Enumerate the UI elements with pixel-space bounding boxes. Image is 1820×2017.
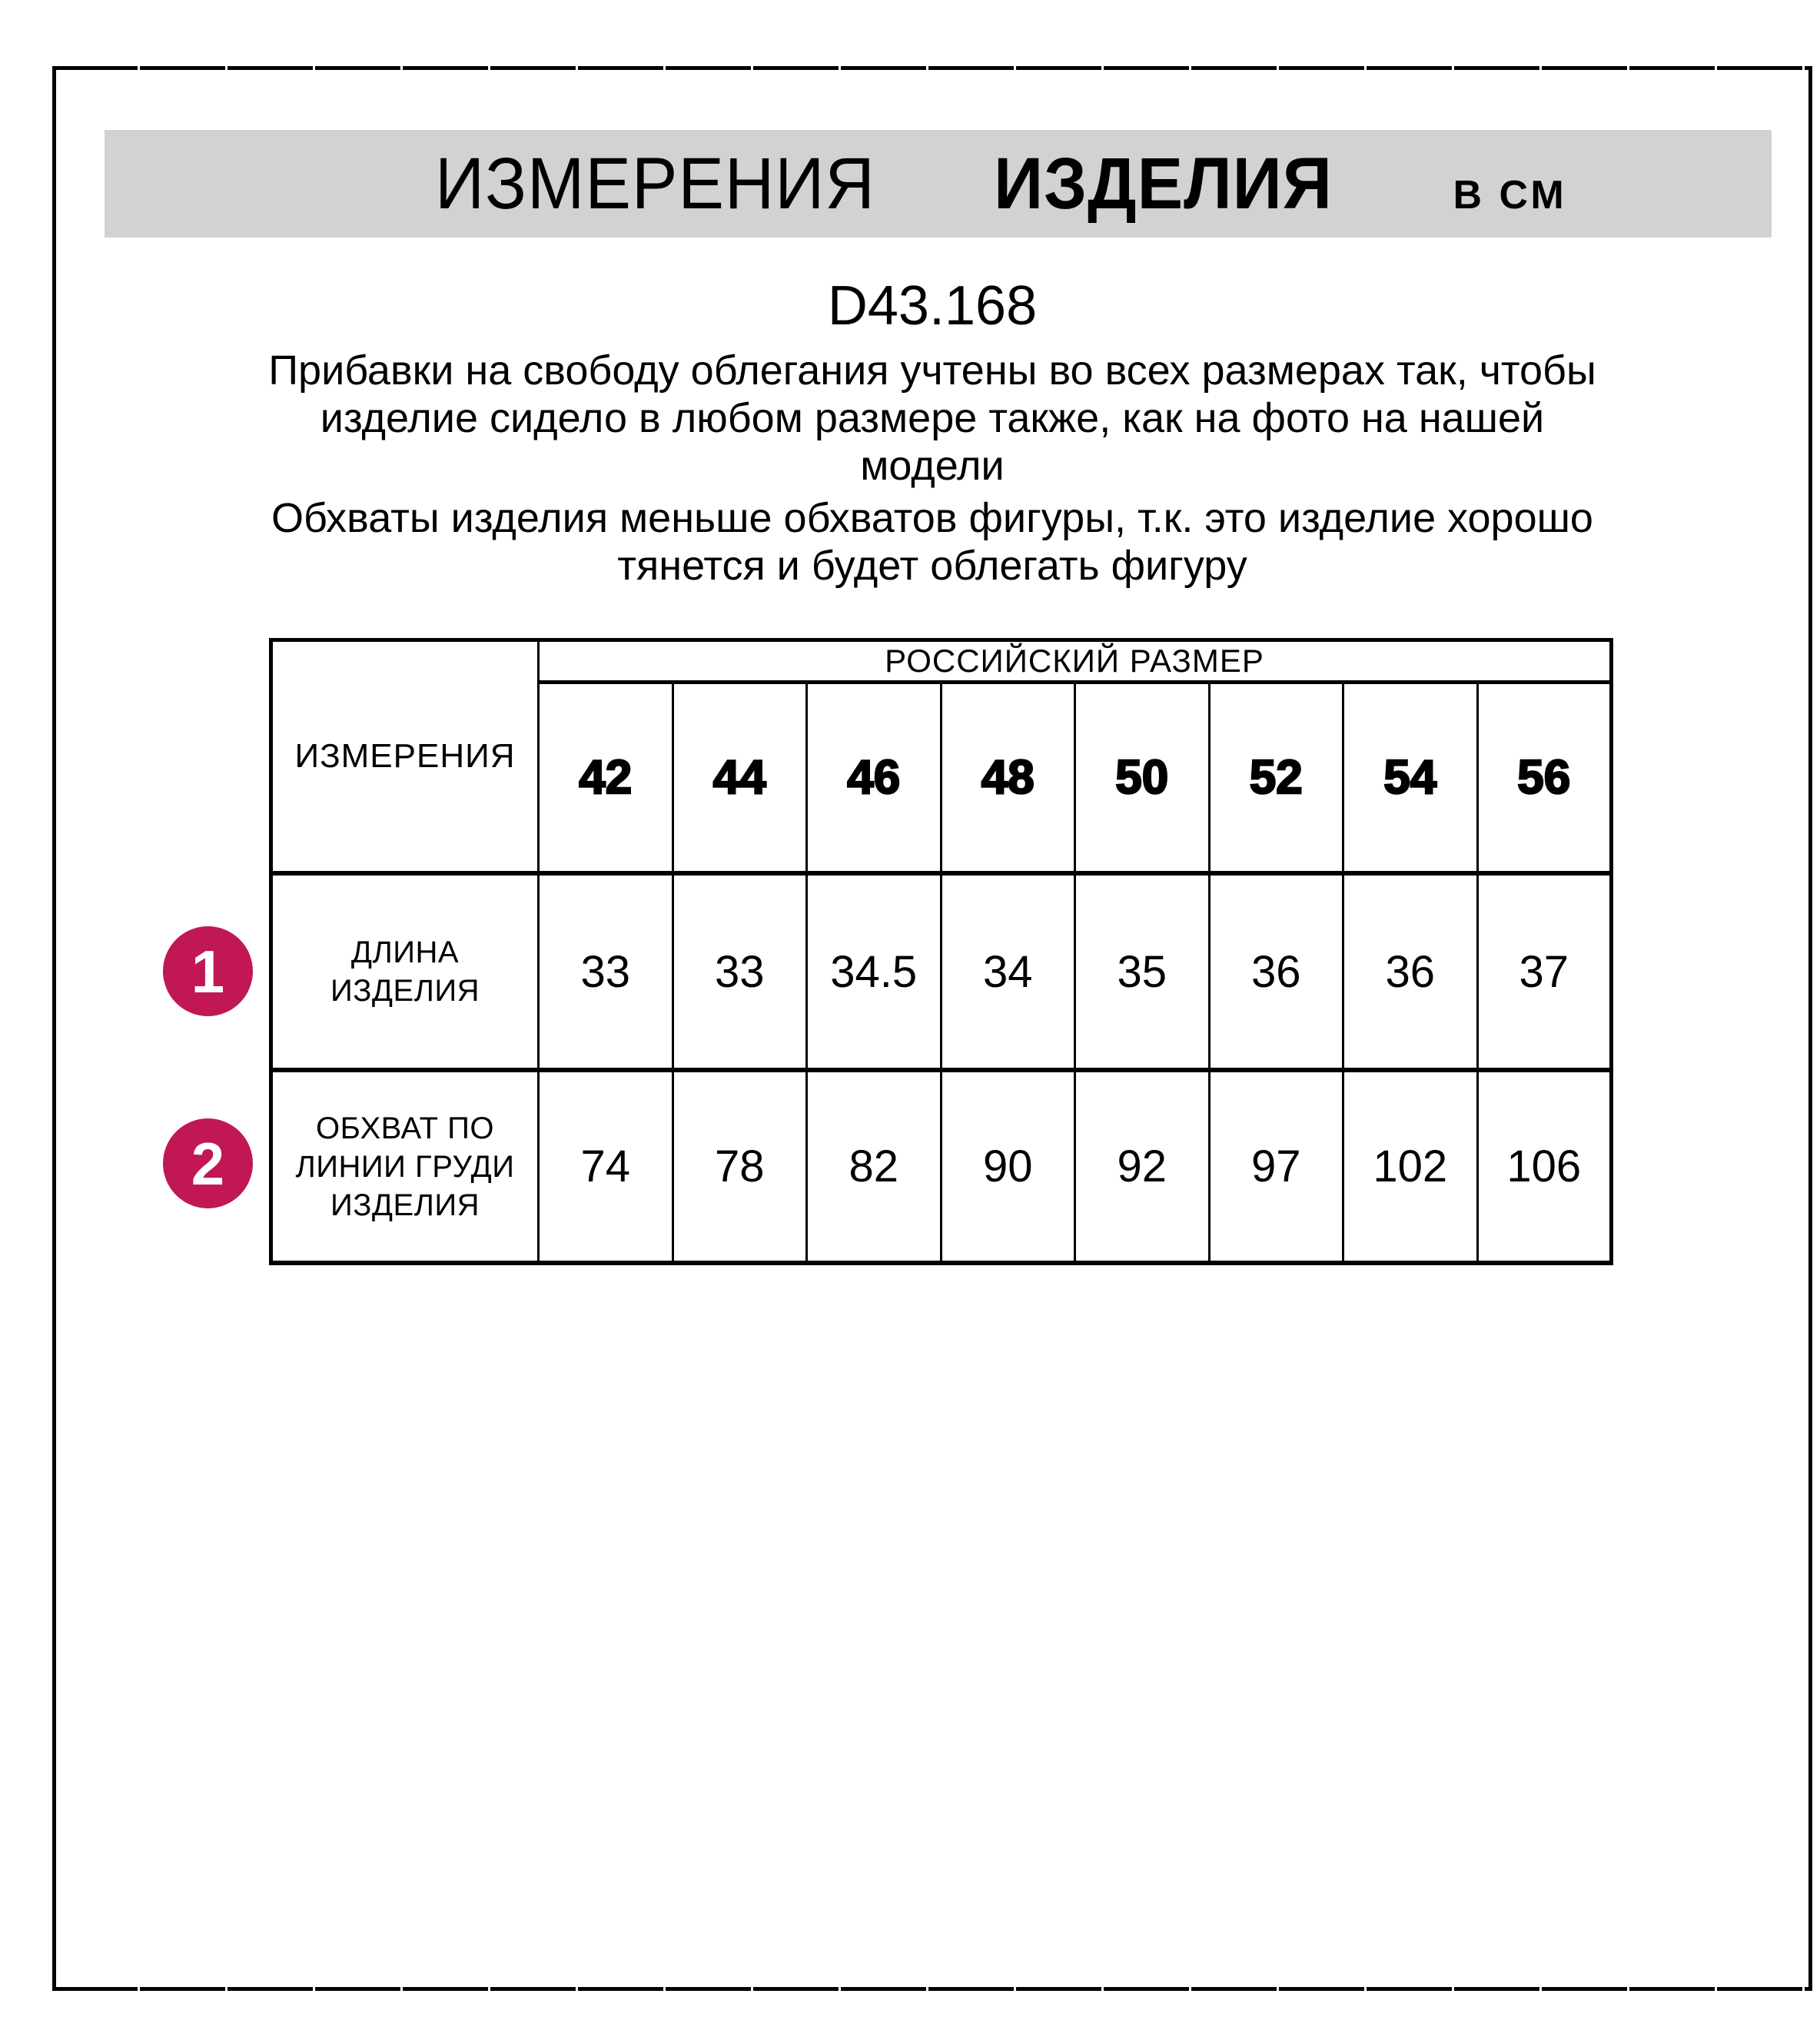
product-code: D43.168 (827, 275, 1038, 337)
title-unit-label: В СМ (1453, 173, 1567, 218)
chest-value-cell: 78 (673, 1070, 807, 1263)
title-bar (105, 130, 1772, 238)
length-value-cell: 34.5 (807, 873, 942, 1070)
chest-value-cell: 102 (1343, 1070, 1478, 1263)
frame-tick-marks-top (52, 66, 1812, 70)
length-value-cell: 37 (1477, 873, 1612, 1070)
row-label-cell: ОБХВАТ ПО ЛИНИИ ГРУДИ ИЗДЕЛИЯ (271, 1070, 539, 1263)
russian-size-header-cell: РОССИЙСКИЙ РАЗМЕР (539, 640, 1612, 683)
size-column-header: 52 (1209, 683, 1343, 874)
badge-number: 1 (191, 937, 225, 1005)
chest-value-cell: 92 (1075, 1070, 1210, 1263)
page-frame (52, 66, 1812, 1991)
size-column-header: 42 (539, 683, 673, 874)
table-row-length (271, 873, 1612, 1070)
size-column-header: 54 (1343, 683, 1478, 874)
length-value-cell: 33 (539, 873, 673, 1070)
size-column-header: 46 (807, 683, 942, 874)
size-table (269, 638, 1613, 1265)
row-label-cell: ДЛИНА ИЗДЕЛИЯ (271, 873, 539, 1070)
title-word-measurements: ИЗМЕРЕНИЯ (435, 143, 875, 224)
chest-value-cell: 82 (807, 1070, 942, 1263)
length-value-cell: 36 (1343, 873, 1478, 1070)
fit-note-line: модели (860, 443, 1005, 489)
fit-note-paragraph (202, 347, 1662, 490)
fit-note-line: изделие сидело в любом размере также, как на фото на нашей (320, 395, 1545, 441)
badge-number: 2 (191, 1129, 225, 1198)
size-column-header: 48 (941, 683, 1075, 874)
row-number-badge-1 (163, 926, 253, 1016)
chest-value-cell: 97 (1209, 1070, 1343, 1263)
stretch-note-paragraph (202, 494, 1662, 590)
chest-value-cell: 90 (941, 1070, 1075, 1263)
title-word-product: ИЗДЕЛИЯ (994, 143, 1333, 224)
size-column-header: 50 (1075, 683, 1210, 874)
size-column-header: 56 (1477, 683, 1612, 874)
chest-value-cell: 74 (539, 1070, 673, 1263)
size-column-header: 44 (673, 683, 807, 874)
length-value-cell: 33 (673, 873, 807, 1070)
length-value-cell: 35 (1075, 873, 1210, 1070)
frame-tick-marks-bottom (52, 1987, 1812, 1991)
chest-value-cell: 106 (1477, 1070, 1612, 1263)
group-header-row (271, 640, 1612, 683)
row-number-badge-2 (163, 1118, 253, 1208)
measurements-header-cell: ИЗМЕРЕНИЯ (271, 640, 539, 874)
length-value-cell: 34 (941, 873, 1075, 1070)
fit-note-line: Прибавки на свободу облегания учтены во всех размерах так, чтобы (268, 347, 1596, 394)
stretch-note-line: Обхваты изделия меньше обхватов фигуры, т.к. это изделие хорошо (271, 495, 1593, 541)
stretch-note-line: тянется и будет облегать фигуру (617, 543, 1247, 589)
length-value-cell: 36 (1209, 873, 1343, 1070)
table-row-chest (271, 1070, 1612, 1263)
